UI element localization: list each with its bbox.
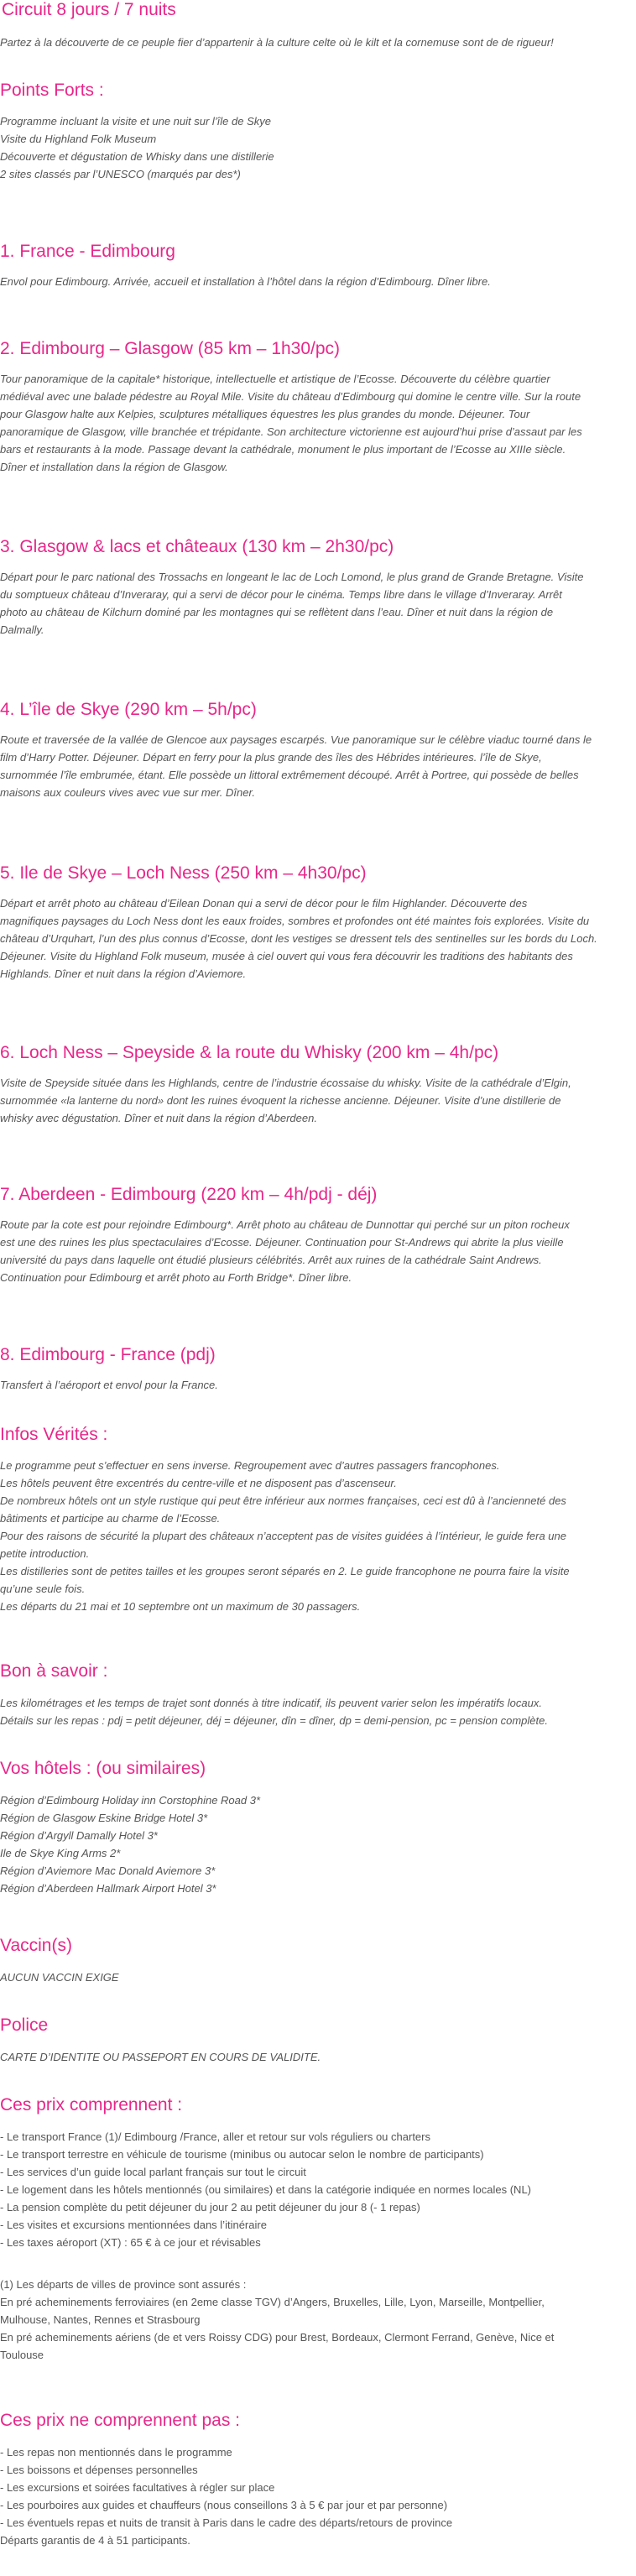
text-line: Les kilométrages et les temps de trajet sont donnés à titre indicatif, ils peuvent varier selon les impératifs locaux. bbox=[0, 1697, 542, 1709]
text-line: Les hôtels peuvent être excentrés du centre-ville et ne disposent pas d’ascenseur. bbox=[0, 1477, 397, 1489]
text-line: Région de Glasgow Eskine Bridge Hotel 3* bbox=[0, 1812, 208, 1824]
text-line: Dalmally. bbox=[0, 623, 44, 636]
day-7-text bbox=[0, 1216, 636, 1286]
day-8-text bbox=[0, 1376, 636, 1394]
day-3-text bbox=[0, 568, 636, 639]
prix-comprennent-note bbox=[0, 2276, 636, 2364]
hotels-text bbox=[0, 1791, 636, 1897]
list-item: - Les boissons et dépenses personnelles bbox=[0, 2464, 198, 2476]
day-6-text bbox=[0, 1074, 636, 1127]
list-item: - Le transport France (1)/ Edimbourg /France, aller et retour sur vols réguliers ou charters bbox=[0, 2130, 430, 2143]
text-line: Région d’Aberdeen Hallmark Airport Hotel 3* bbox=[0, 1882, 216, 1895]
text-line: Départ et arrêt photo au château d’Eilean Donan qui a servi de décor pour le film Highlander. Découverte des bbox=[0, 897, 528, 910]
text-line: Les distilleries sont de petites tailles et les groupes seront séparés en 2. Le guide francophone ne pourra faire la visite bbox=[0, 1565, 570, 1577]
text-line: Départ pour le parc national des Trossachs en longeant le lac de Loch Lomond, le plus grand de Grande Bretagne. Visite bbox=[0, 571, 584, 583]
text-line: film d’Harry Potter. Déjeuner. Départ en ferry pour la plus grande des îles des Hébrides intérieures. l’île de Skye, bbox=[0, 751, 542, 764]
day-5-text bbox=[0, 894, 636, 983]
text-line: maisons aux couleurs vives avec vue sur mer. Dîner. bbox=[0, 786, 255, 799]
text-line: magnifiques paysages du Loch Ness dont les eaux froides, sombres et profondes ont été maintes fois explorées. Visite du bbox=[0, 915, 590, 927]
text-line: Les départs du 21 mai et 10 septembre ont un maximum de 30 passagers. bbox=[0, 1600, 361, 1613]
day-7-heading: 7. Aberdeen - Edimbourg (220 km – 4h/pdj - déj) bbox=[0, 1185, 378, 1204]
vaccin-text bbox=[0, 1969, 636, 1986]
text-line: Programme incluant la visite et une nuit sur l’île de Skye bbox=[0, 115, 271, 128]
day-1-text bbox=[0, 273, 636, 290]
list-item: - Les pourboires aux guides et chauffeurs (nous conseillons 3 à 5 € par jour et par personne) bbox=[0, 2499, 448, 2511]
day-1-heading: 1. France - Edimbourg bbox=[0, 242, 175, 261]
text-line: Le programme peut s’effectuer en sens inverse. Regroupement avec d’autres passagers francophones. bbox=[0, 1459, 500, 1472]
list-item: - La pension complète du petit déjeuner du jour 2 au petit déjeuner du jour 8 (- 1 repas) bbox=[0, 2201, 420, 2214]
list-item: - Les visites et excursions mentionnées dans l’itinéraire bbox=[0, 2219, 267, 2231]
bon-a-savoir-text bbox=[0, 1694, 636, 1729]
text-line: qu’une seule fois. bbox=[0, 1583, 86, 1595]
list-item: - Les éventuels repas et nuits de transit à Paris dans le cadre des départs/retours de province bbox=[0, 2516, 453, 2529]
day-2-text bbox=[0, 370, 636, 476]
text-line: AUCUN VACCIN EXIGE bbox=[0, 1971, 119, 1984]
text-line: Transfert à l’aéroport et envol pour la France. bbox=[0, 1379, 218, 1391]
text-line: panoramique de Glasgow, ville branchée et trépidante. Son architecture victorienne est aujourd’hui prise d’assaut par les bbox=[0, 425, 582, 438]
text-line: De nombreux hôtels ont un style rustique qui peut être inférieur aux normes françaises, ceci est dû à l’ancienneté des bbox=[0, 1494, 566, 1507]
text-line: Route par la cote est pour rejoindre Edimbourg*. Arrêt photo au château de Dunnottar qui perché sur un piton rocheux bbox=[0, 1218, 570, 1231]
text-line: Envol pour Edimbourg. Arrivée, accueil et installation à l’hôtel dans la région d’Edimbourg. Dîner libre. bbox=[0, 275, 491, 288]
text-line: petite introduction. bbox=[0, 1547, 90, 1560]
text-line: photo au château de Kilchurn dominé par les montagnes qui se reflètent dans l’eau. Dîner et nuit dans la région de bbox=[0, 606, 554, 618]
points-forts-heading: Points Forts : bbox=[0, 81, 104, 100]
list-item: - Les taxes aéroport (XT) : 65 € à ce jour et révisables bbox=[0, 2236, 261, 2249]
text-line: est une des ruines les plus spectaculaires d’Ecosse. Déjeuner. Continuation pour St-Andrews qui abrite la plus vieille bbox=[0, 1236, 564, 1249]
prix-ne-comprennent-list bbox=[0, 2443, 636, 2549]
text-line: Continuation pour Edimbourg et arrêt photo au Forth Bridge*. Dîner libre. bbox=[0, 1271, 352, 1284]
day-3-heading: 3. Glasgow & lacs et châteaux (130 km – 2h30/pc) bbox=[0, 537, 394, 556]
intro-text bbox=[0, 34, 636, 51]
text-line: surnommée l’île embrumée, étant. Elle possède un littoral extrêmement découpé. Arrêt à Portree, qui possède de belles bbox=[0, 769, 579, 781]
text-line: Région d’Argyll Damally Hotel 3* bbox=[0, 1829, 158, 1842]
list-item: Départs garantis de 4 à 51 participants. bbox=[0, 2534, 190, 2547]
vaccin-heading: Vaccin(s) bbox=[0, 1936, 72, 1955]
day-4-heading: 4. L’île de Skye (290 km – 5h/pc) bbox=[0, 700, 257, 719]
text-line: surnommée «la lanterne du nord» dont les ruines évoquent la richesse ancienne. Déjeuner. Visite d’une distillerie de bbox=[0, 1094, 561, 1107]
police-heading: Police bbox=[0, 2015, 49, 2035]
text-line: université du pays dans laquelle ont étudié plusieurs célébrités. Arrêt aux ruines de la cathédrale Saint Andrews. bbox=[0, 1254, 542, 1266]
prix-ne-comprennent-heading: Ces prix ne comprennent pas : bbox=[0, 2411, 240, 2430]
text-line: du somptueux château d’Inveraray, qui a servi de décor pour le cinéma. Temps libre dans le village d’Inveraray. Arrêt bbox=[0, 588, 562, 601]
day-8-heading: 8. Edimbourg - France (pdj) bbox=[0, 1345, 216, 1364]
text-line: En pré acheminements aériens (de et vers Roissy CDG) pour Brest, Bordeaux, Clermont Ferrand, Genève, Nice et bbox=[0, 2331, 555, 2344]
list-item: - Les excursions et soirées facultatives à régler sur place bbox=[0, 2481, 275, 2494]
page-title: Circuit 8 jours / 7 nuits bbox=[2, 0, 176, 19]
text-line: whisky avec dégustation. Dîner et nuit dans la région d’Aberdeen. bbox=[0, 1112, 317, 1124]
text-line: bâtiments et participe au charme de l’Ecosse. bbox=[0, 1512, 221, 1525]
text-line: 2 sites classés par l’UNESCO (marqués par des*) bbox=[0, 168, 241, 180]
text-line: En pré acheminements ferroviaires (en 2eme classe TGV) d’Angers, Bruxelles, Lille, Lyon, Marseille, Montpellier, bbox=[0, 2296, 545, 2308]
list-item: - Les repas non mentionnés dans le programme bbox=[0, 2446, 232, 2459]
day-5-heading: 5. Ile de Skye – Loch Ness (250 km – 4h30/pc) bbox=[0, 863, 367, 883]
text-line: château d’Urquhart, l’un des plus connus d’Ecosse, dont les vestiges se dressent tels des sentinelles sur les bords du Loch. bbox=[0, 932, 597, 945]
text-line: Découverte et dégustation de Whisky dans une distillerie bbox=[0, 150, 274, 163]
text-line: Détails sur les repas : pdj = petit déjeuner, déj = déjeuner, dîn = dîner, dp = demi-pension, pc = pension complète. bbox=[0, 1714, 548, 1727]
hotels-heading: Vos hôtels : (ou similaires) bbox=[0, 1759, 206, 1778]
text-line: Visite du Highland Folk Museum bbox=[0, 133, 157, 145]
prix-comprennent-list bbox=[0, 2128, 636, 2251]
points-forts-text bbox=[0, 112, 636, 183]
text-line: pour Glasgow halte aux Kelpies, sculptures métalliques équestres les plus grandes du monde. Déjeuner. Tour bbox=[0, 408, 530, 420]
bon-a-savoir-heading: Bon à savoir : bbox=[0, 1661, 108, 1681]
police-text bbox=[0, 2048, 636, 2066]
text-line: Visite de Speyside située dans les Highlands, centre de l’industrie écossaise du whisky. Visite de la cathédrale d’Elgin, bbox=[0, 1077, 571, 1089]
text-line: (1) Les départs de villes de province sont assurés : bbox=[0, 2278, 247, 2291]
intro-line: Partez à la découverte de ce peuple fier d’appartenir à la culture celte où le kilt et la cornemuse sont de de rigueur! bbox=[0, 36, 554, 49]
text-line: Déjeuner. Visite du Highland Folk museum, musée à ciel ouvert qui vous fera découvrir les traditions des habitants des bbox=[0, 950, 573, 962]
day-2-heading: 2. Edimbourg – Glasgow (85 km – 1h30/pc) bbox=[0, 339, 341, 358]
list-item: - Les services d’un guide local parlant français sur tout le circuit bbox=[0, 2166, 306, 2178]
text-line: Région d’Edimbourg Holiday inn Corstophine Road 3* bbox=[0, 1794, 261, 1807]
day-6-heading: 6. Loch Ness – Speyside & la route du Whisky (200 km – 4h/pc) bbox=[0, 1043, 499, 1062]
text-line: Tour panoramique de la capitale* historique, intellectuelle et artistique de l’Ecosse. Découverte du célèbre quartier bbox=[0, 373, 550, 385]
text-line: Toulouse bbox=[0, 2349, 44, 2361]
list-item: - Le logement dans les hôtels mentionnés (ou similaires) et dans la catégorie indiquée en normes locales (NL) bbox=[0, 2183, 532, 2196]
text-line: Ile de Skye King Arms 2* bbox=[0, 1847, 121, 1859]
text-line: Highlands. Dîner et nuit dans la région d’Aviemore. bbox=[0, 967, 247, 980]
infos-text bbox=[0, 1457, 636, 1615]
text-line: Route et traversée de la vallée de Glencoe aux paysages escarpés. Vue panoramique sur le célèbre viaduc tourné dans le bbox=[0, 733, 592, 746]
text-line: Mulhouse, Nantes, Rennes et Strasbourg bbox=[0, 2313, 201, 2326]
text-line: médiéval avec une balade pédestre au Royal Mile. Visite du château d’Edimbourg qui domine le centre ville. Sur la route bbox=[0, 390, 581, 403]
text-line: Dîner et installation dans la région de Glasgow. bbox=[0, 461, 228, 473]
prix-comprennent-heading: Ces prix comprennent : bbox=[0, 2095, 183, 2115]
day-4-text bbox=[0, 731, 636, 801]
list-item: - Le transport terrestre en véhicule de tourisme (minibus ou autocar selon le nombre de participants) bbox=[0, 2148, 484, 2161]
infos-heading: Infos Vérités : bbox=[0, 1425, 108, 1444]
text-line: Région d’Aviemore Mac Donald Aviemore 3* bbox=[0, 1864, 216, 1877]
text-line: bars et restaurants à la mode. Passage devant la cathédrale, monument le plus important de l’Ecosse au XIIIe siècle. bbox=[0, 443, 566, 456]
text-line: Pour des raisons de sécurité la plupart des châteaux n’acceptent pas de visites guidées à l’intérieur, le guide fera une bbox=[0, 1530, 566, 1542]
text-line: CARTE D’IDENTITE OU PASSEPORT EN COURS DE VALIDITE. bbox=[0, 2051, 321, 2063]
